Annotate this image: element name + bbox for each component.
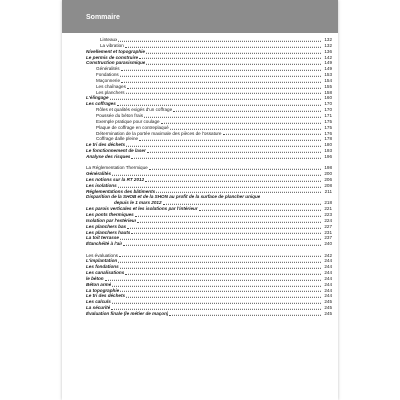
toc-entry-label: Le tri des déchets [86, 293, 126, 299]
toc-page-number: 206 [324, 176, 332, 182]
toc-page-number: 244 [324, 275, 332, 281]
toc-entry-label: depuis le 1 mars 2012 [114, 200, 162, 206]
dot-leader [131, 158, 321, 159]
toc-page-number: 227 [324, 223, 332, 229]
toc-entry-label: Les planchers hauts [86, 229, 131, 235]
toc-page-number: 142 [324, 54, 332, 60]
toc-entry-label: Généralités [96, 66, 120, 72]
toc-page-number: 242 [324, 252, 332, 258]
dot-leader [112, 303, 321, 304]
table-of-contents [86, 37, 332, 317]
toc-entry-label: Les canalisations [86, 270, 125, 276]
toc-page-number: 200 [324, 171, 332, 177]
toc-page-number: 223 [324, 211, 332, 217]
toc-entry-label: La sécurité [86, 305, 111, 311]
toc-page-number: 155 [324, 83, 332, 89]
toc-page-number: 244 [324, 264, 332, 270]
dot-leader [156, 192, 321, 193]
toc-page-number: 245 [324, 299, 332, 305]
dot-leader [121, 70, 322, 71]
toc-page-number: 244 [324, 270, 332, 276]
toc-entry-label: Les notions sur la RT 2012 [86, 176, 145, 182]
toc-page-number: 180 [324, 142, 332, 148]
toc-entry-label: Analyse des risques [86, 153, 131, 159]
dot-leader [126, 146, 321, 147]
dot-leader [139, 140, 321, 141]
toc-page-number: 178 [324, 136, 332, 142]
toc-page-number: 245 [324, 305, 332, 311]
toc-entry-label: Les planchers bas [86, 223, 127, 229]
toc-entry-label: Étanchéité à l'air [86, 241, 123, 247]
dot-leader [119, 256, 321, 257]
toc-entry-label: Les évaluations [86, 252, 118, 258]
toc-page-number: 132 [324, 42, 332, 48]
dot-leader [105, 280, 321, 281]
dot-leader [170, 128, 321, 129]
toc-entry-label: L'élingage [86, 95, 109, 101]
dot-leader [121, 82, 321, 83]
dot-leader [147, 152, 321, 153]
toc-entry-label: Disparition de la SHOB et de la SHON au profit de la surface de plancher unique [86, 194, 261, 200]
toc-entry-label: Généralités [86, 171, 112, 177]
toc-entry-label: Le permis de construire [86, 54, 139, 60]
toc-page-number: 244 [324, 258, 332, 264]
dot-leader [149, 169, 321, 170]
dot-leader [144, 117, 321, 118]
toc-entry-label: Les calculs [86, 299, 111, 305]
toc-entry-label: Poussée du béton frais [96, 112, 143, 118]
dot-leader [139, 58, 321, 59]
toc-page-number: 231 [324, 229, 332, 235]
toc-entry-label: Maçonnerie [96, 77, 121, 83]
toc-entry-label: La topographie [86, 287, 120, 293]
toc-page-number: 160 [324, 95, 332, 101]
toc-page-number: 237 [324, 235, 332, 241]
dot-leader [110, 99, 321, 100]
toc-page-number: 244 [324, 281, 332, 287]
toc-page-number: 245 [324, 310, 332, 316]
toc-entry-label: Évaluation finale (le métier de maçon) [86, 310, 169, 316]
dot-leader [126, 93, 321, 94]
dot-leader [127, 227, 321, 228]
toc-page-number: 153 [324, 72, 332, 78]
dot-leader [173, 111, 321, 112]
dot-leader [118, 41, 321, 42]
dot-leader [125, 274, 321, 275]
toc-entry[interactable] [86, 241, 332, 247]
toc-entry-label: Les coffrages [86, 101, 116, 107]
dot-leader [112, 285, 321, 286]
toc-page-number: 175 [324, 124, 332, 130]
toc-page-number: 221 [324, 206, 332, 212]
toc-entry-label: Plaque de coffrage en contreplaqué [96, 124, 169, 130]
toc-page-number: 175 [324, 118, 332, 124]
toc-entry-label: Rôles et qualités exigés d'un coffrage [96, 107, 173, 113]
dot-leader [120, 239, 321, 240]
toc-entry-label: Les isolations [86, 182, 117, 188]
toc-entry-label: Les chaînages [96, 83, 126, 89]
dot-leader [125, 46, 321, 47]
toc-entry-label: Les fondations [86, 264, 119, 270]
toc-page-number: 154 [324, 77, 332, 83]
toc-page-number: 170 [324, 107, 332, 113]
toc-page-number: 176 [324, 130, 332, 136]
dot-leader [137, 221, 321, 222]
dot-leader [135, 216, 321, 217]
dot-leader [117, 105, 321, 106]
toc-entry[interactable] [86, 311, 332, 317]
toc-page-number: 193 [324, 148, 332, 154]
toc-entry-label: Détermination de la portée maximale des pièces de l'ossature [96, 130, 222, 136]
dot-leader [118, 262, 321, 263]
toc-page-number: 149 [324, 66, 332, 72]
toc-entry-label: Le tri des déchets [86, 142, 126, 148]
toc-entry-label: le béton [86, 275, 104, 281]
toc-entry-label: La vibration [100, 42, 124, 48]
dot-leader [161, 122, 321, 123]
toc-entry-label: Béton armé [86, 281, 112, 287]
toc-page-number: 171 [324, 112, 332, 118]
toc-page-number: 208 [324, 182, 332, 188]
toc-entry-label: Isolation par l'extérieur [86, 217, 137, 223]
toc-entry-label: Les ponts thermiques [86, 211, 134, 217]
page-title: Sommaire [86, 14, 120, 21]
toc-entry-label: Exemple pratique pour coulage [96, 118, 160, 124]
toc-page-number: 132 [324, 37, 332, 42]
toc-entry-label: L'implantation [86, 258, 118, 264]
toc-entry[interactable] [86, 154, 332, 160]
dot-leader [131, 233, 321, 234]
toc-page-number: 170 [324, 101, 332, 107]
dot-leader [120, 291, 321, 292]
toc-page-number: 198 [324, 165, 332, 171]
toc-page-number: 158 [324, 89, 332, 95]
dot-leader [126, 297, 321, 298]
dot-leader [169, 315, 321, 316]
page-header [62, 0, 338, 33]
toc-entry-label: Coffrage dalle pleine [96, 136, 139, 142]
dot-leader [146, 64, 321, 65]
dot-leader [223, 134, 322, 135]
dot-leader [163, 204, 322, 205]
dot-leader [120, 76, 321, 77]
dot-leader [111, 309, 321, 310]
toc-entry-label: Les parois verticales et les isolations par l'intérieur [86, 206, 198, 212]
dot-leader [112, 175, 321, 176]
toc-entry-label: Nivellement et topographie [86, 48, 145, 54]
toc-page-number: 149 [324, 60, 332, 66]
dot-leader [199, 210, 321, 211]
toc-entry-label: Construction parasismique [86, 60, 146, 66]
toc-page-number: 211 [324, 188, 332, 194]
toc-page-number: 196 [324, 153, 332, 159]
toc-entry-label: Les planchers [96, 89, 125, 95]
dot-leader [127, 87, 321, 88]
toc-page-number: 136 [324, 48, 332, 54]
dot-leader [123, 245, 321, 246]
toc-entry-label: Réglementations des bâtiments [86, 188, 156, 194]
document-page [62, 0, 338, 400]
toc-entry-label: Linteaux [100, 37, 118, 42]
dot-leader [118, 186, 321, 187]
toc-entry-label: La toit terrasse [86, 235, 119, 241]
dot-leader [146, 52, 321, 53]
toc-page-number: 244 [324, 287, 332, 293]
dot-leader [120, 268, 321, 269]
toc-entry-label: Fondations [96, 72, 119, 78]
toc-page-number: 240 [324, 241, 332, 247]
toc-entry-label: Le fonctionnement de laser [86, 148, 146, 154]
toc-page-number: 218 [324, 200, 332, 206]
toc-page-number: 244 [324, 293, 332, 299]
toc-entry-label: La Réglementation Thermique [86, 165, 148, 171]
dot-leader [145, 181, 321, 182]
toc-page-number: 224 [324, 217, 332, 223]
